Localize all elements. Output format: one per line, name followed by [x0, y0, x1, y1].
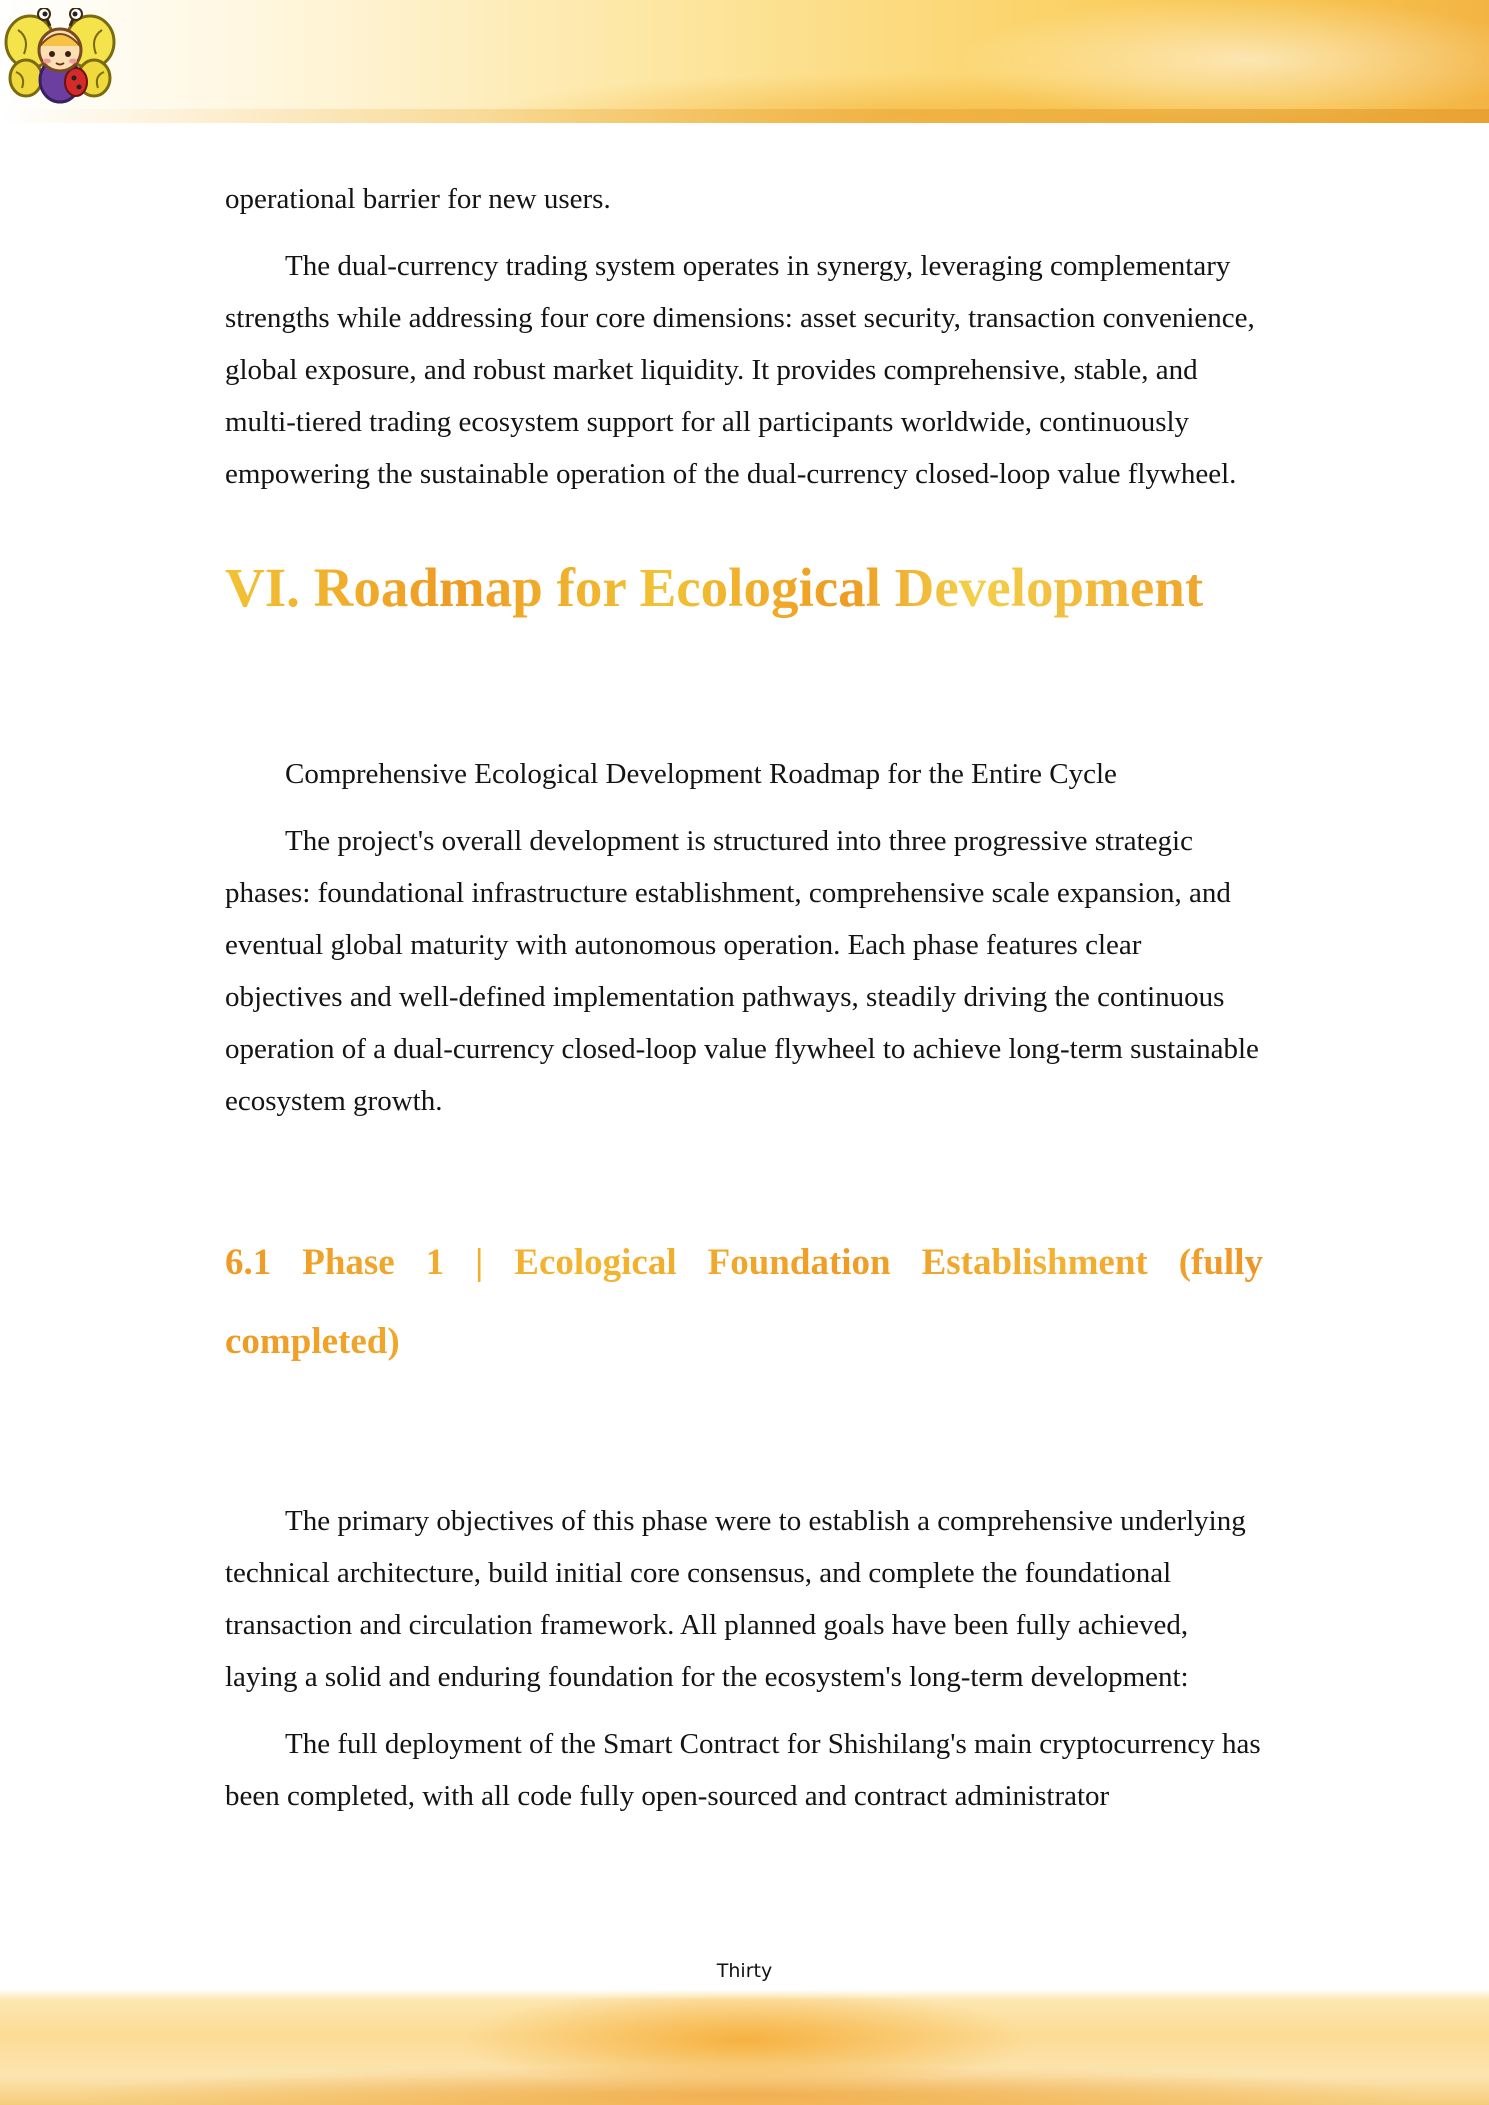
header-banner	[0, 0, 1489, 123]
roadmap-label: Comprehensive Ecological Development Roadmap for the Entire Cycle	[285, 758, 1117, 790]
footer-banner	[0, 1990, 1489, 2105]
document-body	[225, 173, 1263, 1837]
phase1-objectives-paragraph: The primary objectives of this phase were to establish a comprehensive underlying technical architecture, build initial core consensus, and complete the foundational transaction and circulation framework. All planned goals have been fully achieved, laying a solid and enduring foundation for the ecosystem's long-term development:	[225, 1505, 1246, 1693]
section-heading: VI. Roadmap for Ecological Development	[225, 553, 1263, 623]
dual-currency-paragraph: The dual-currency trading system operates in synergy, leveraging complementary strengths while addressing four core dimensions: asset security, transaction convenience, global exposure, and robust market liquidity. It provides comprehensive, stable, and multi-tiered trading ecosystem support for all participants worldwide, continuously empowering the sustainable operation of the dual-currency closed-loop value flywheel.	[225, 250, 1255, 490]
page-number: Thirty	[716, 1960, 773, 1982]
butterfly-ladybug-mascot-icon	[4, 8, 116, 108]
smart-contract-paragraph: The full deployment of the Smart Contract for Shishilang's main cryptocurrency has been completed, with all code fully open-sourced and contract administrator	[225, 1728, 1261, 1812]
subsection-heading: 6.1 Phase 1 | Ecological Foundation Establishment (fully completed)	[225, 1223, 1263, 1381]
continuation-paragraph: operational barrier for new users.	[225, 183, 611, 215]
overview-paragraph: The project's overall development is structured into three progressive strategic phases: foundational infrastructure establishment, comprehensive scale expansion, and eventual global maturity with autonomous operation. Each phase features clear objectives and well-defined implementation pathways, steadily driving the continuous operation of a dual-currency closed-loop value flywheel to achieve long-term sustainable ecosystem growth.	[225, 825, 1259, 1117]
